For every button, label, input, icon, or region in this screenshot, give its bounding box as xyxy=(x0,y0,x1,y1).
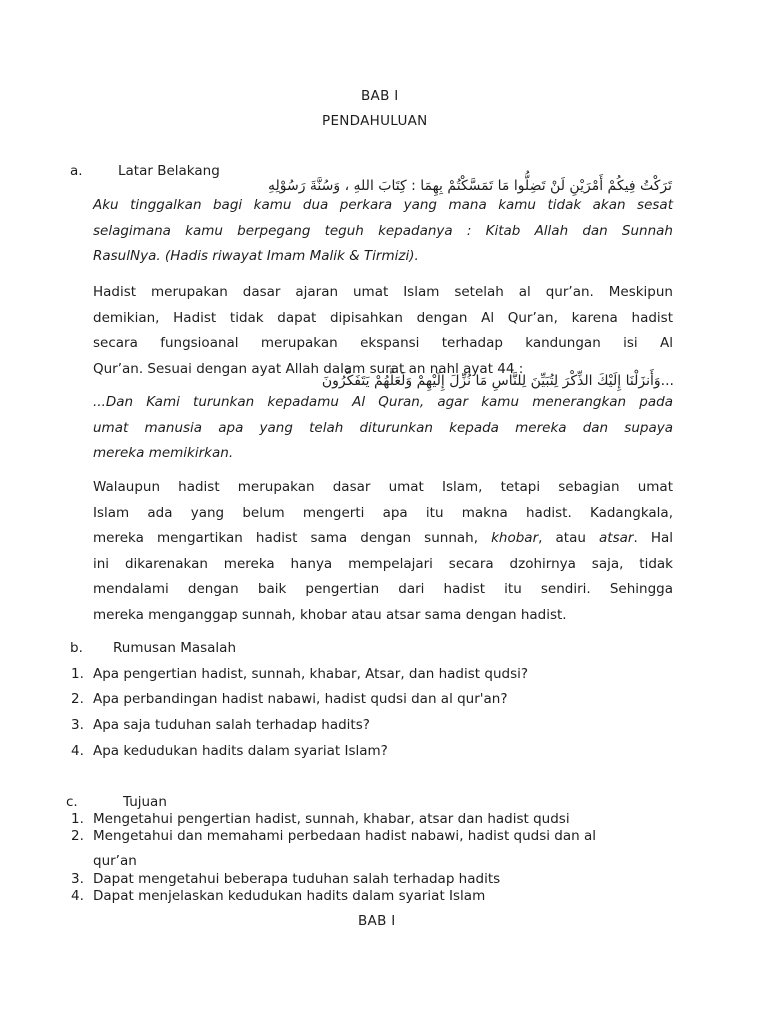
paragraph-line: Walaupun hadist merupakan dasar umat Islam, tetapi sebagian umat xyxy=(93,479,673,495)
section-b-heading: Rumusan Masalah xyxy=(113,640,236,656)
paragraph-line: Qur’an. Sesuai dengan ayat Allah dalam surat an nahl ayat 44 : xyxy=(93,360,524,377)
line-segment: . Hal xyxy=(633,530,674,546)
list-item xyxy=(71,666,528,682)
next-chapter-label: BAB I xyxy=(358,913,396,929)
ayat-translation xyxy=(93,390,673,467)
ayat-translation-line: mereka memikirkan. xyxy=(93,445,234,461)
hadith-arabic-text: تَرَكْتُ فِيكُمْ أَمْرَيْنِ لَنْ تَضِلُّوا مَا تَمَسَّكْتُمْ بِهِمَا : كِتَابَ اللهِ ، وَسُنَّةَ رَسُوْلِهِ xyxy=(267,178,672,194)
hadith-translation-line: selagimana kamu berpegang teguh kepadanya : Kitab Allah dan Sunnah xyxy=(93,222,673,239)
term-atsar: atsar xyxy=(599,530,634,546)
list-text: Apa pengertian hadist, sunnah, khabar, Atsar, dan hadist qudsi? xyxy=(93,666,529,682)
list-text: Mengetahui pengertian hadist, sunnah, khabar, atsar dan hadist qudsi xyxy=(93,811,570,827)
list-text: Apa saja tuduhan salah terhadap hadits? xyxy=(93,717,370,733)
ayat-translation-line: ...Dan Kami turunkan kepadamu Al Quran, agar kamu menerangkan pada xyxy=(93,394,673,410)
line-segment: mereka mengartikan hadist sama dengan sunnah, xyxy=(93,530,479,546)
paragraph-line: ini dikarenakan mereka hanya mempelajari secara dzohirnya saja, tidak xyxy=(93,555,673,572)
paragraph-line: Islam ada yang belum mengerti apa itu makna hadist. Kadangkala, xyxy=(93,504,673,521)
section-c-heading: Tujuan xyxy=(123,794,167,810)
paragraph-line: demikian, Hadist tidak dapat dipisahkan dengan Al Qur’an, karena hadist xyxy=(93,309,673,326)
list-number: 1. xyxy=(71,811,84,827)
list-number: 1. xyxy=(71,666,84,682)
list-text-continuation: qur’an xyxy=(93,853,137,869)
ayat-arabic-text: ...وَأَنزَلْنَا إِلَيْكَ الذِّكْرَ لِتُبَيِّنَ لِلنَّاسِ مَا نُزِّلَ إِلَيْهِمْ وَلَعَلَّهُمْ يَتَفَكَّرُونَ xyxy=(321,373,674,389)
list-text: Apa kedudukan hadits dalam syariat Islam? xyxy=(93,743,388,759)
list-item xyxy=(71,888,485,904)
list-number: 3. xyxy=(71,871,84,887)
hadith-translation xyxy=(93,193,673,270)
line-segment: , atau xyxy=(538,530,586,546)
paragraph-line: Hadist merupakan dasar ajaran umat Islam setelah al qur’an. Meskipun xyxy=(93,284,673,300)
term-khobar: khobar xyxy=(491,530,539,546)
paragraph-line: mendalami dengan baik pengertian dari hadist itu sendiri. Sehingga xyxy=(93,581,673,597)
section-a-heading: Latar Belakang xyxy=(118,163,220,179)
list-item xyxy=(71,871,500,887)
list-text: Dapat menjelaskan kedudukan hadits dalam syariat Islam xyxy=(93,888,486,904)
hadith-translation-line: Aku tinggalkan bagi kamu dua perkara yang mana kamu tidak akan sesat xyxy=(93,197,673,213)
paragraph-walaupun xyxy=(93,475,673,628)
list-number: 3. xyxy=(71,717,84,733)
paragraph-line-khobar xyxy=(93,526,673,552)
list-item xyxy=(71,743,388,759)
chapter-label: BAB I xyxy=(361,88,399,104)
hadith-translation-line: RasulNya. (Hadis riwayat Imam Malik & Tirmizi). xyxy=(93,248,419,264)
list-item xyxy=(71,717,370,733)
list-item xyxy=(71,691,508,707)
paragraph-line: mereka menganggap sunnah, khobar atau atsar sama dengan hadist. xyxy=(93,606,567,623)
page-title: PENDAHULUAN xyxy=(322,113,428,129)
list-number: 2. xyxy=(71,828,84,844)
paragraph-line: secara fungsioanal merupakan ekspansi terhadap kandungan isi Al xyxy=(93,335,673,351)
list-text: Apa perbandingan hadist nabawi, hadist qudsi dan al qur'an? xyxy=(93,691,508,707)
section-c-marker: c. xyxy=(66,794,78,810)
list-text: Mengetahui dan memahami perbedaan hadist nabawi, hadist qudsi dan al xyxy=(93,828,597,844)
list-number: 2. xyxy=(71,691,84,707)
section-a-marker: a. xyxy=(70,163,83,179)
list-number: 4. xyxy=(71,743,84,759)
list-text: Dapat mengetahui beberapa tuduhan salah terhadap hadits xyxy=(93,871,501,887)
list-item xyxy=(71,811,570,827)
section-b-marker: b. xyxy=(70,640,83,656)
list-number: 4. xyxy=(71,888,84,904)
paragraph-hadist-dasar xyxy=(93,280,673,382)
list-item xyxy=(71,828,596,844)
ayat-translation-line: umat manusia apa yang telah diturunkan kepada mereka dan supaya xyxy=(93,419,673,436)
